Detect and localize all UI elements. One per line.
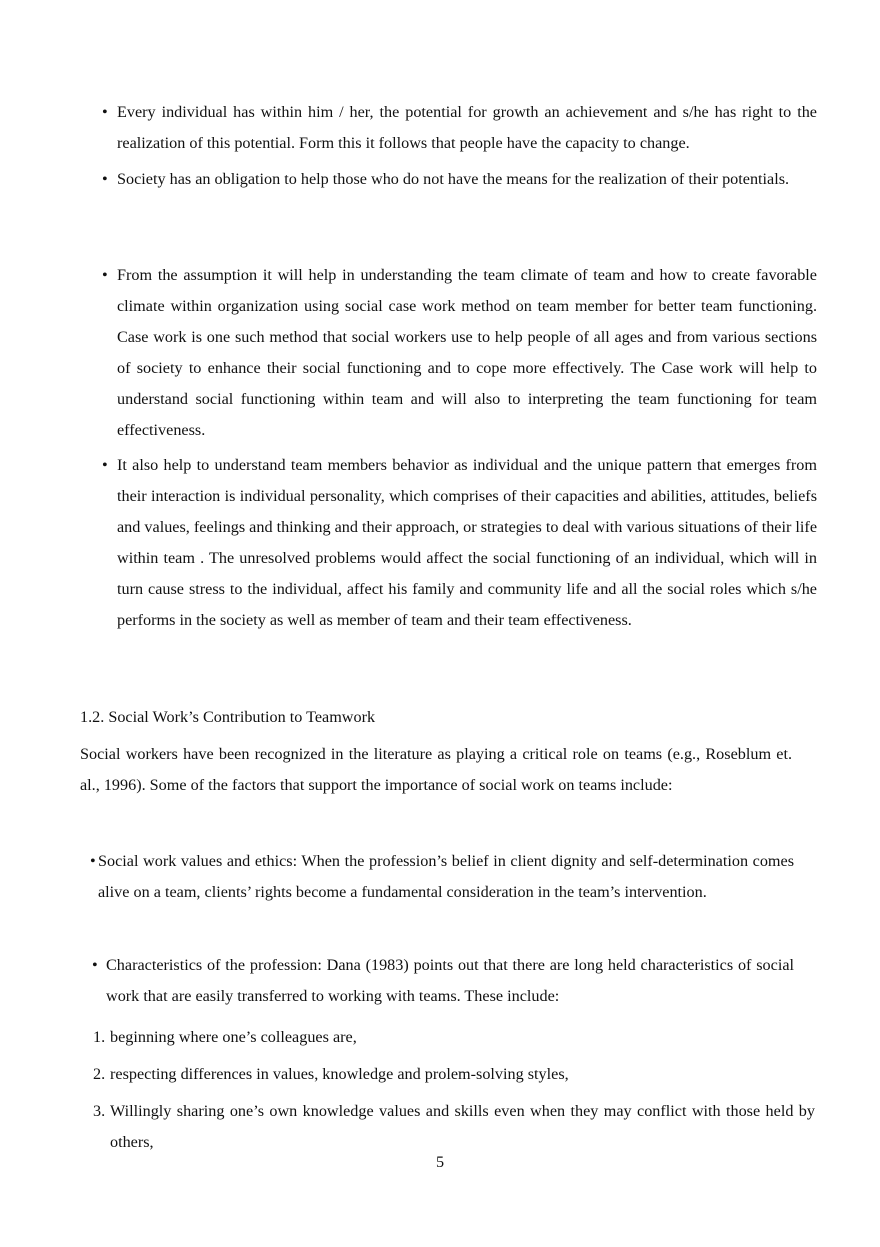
bullet-marker: • [102,170,108,188]
bullet-paragraph-text: Social work values and ethics: When the profession’s belief in client dignity and self-determination comes alive on a team, clients’ rights become a fundamental consideration in the team’s intervention. [98,852,794,901]
page-number: 5 [435,1153,445,1171]
bullet-marker: • [102,456,108,474]
intro-paragraph: Social workers have been recognized in the literature as playing a critical role on teams (e.g., Roseblum et. al., 1996). Some of the factors that support the importance of social work on teams include: [80,745,792,794]
bullet-paragraph-team-behavior: It also help to understand team members behavior as individual and the unique pattern that emerges from their interaction is individual personality, which comprises of their capacities and abilities, attitudes, beliefs and values, feelings and thinking and their approach, or strategies to deal with various situations of their life within team . The unresolved problems would affect the social functioning of an individual, which will in turn cause stress to the individual, affect his family and community life and all the social roles which s/he performs in the society as well as member of team and their team effectiveness. [117,456,817,629]
bullet-paragraph-profession-characteristics: Characteristics of the profession: Dana (1983) points out that there are long held characteristics of social work that are easily transferred to working with teams. These include: [106,956,794,1005]
list-number: 3. [93,1102,106,1120]
numbered-item-respecting-differences: respecting differences in values, knowledge and prolem-solving styles, [110,1065,569,1083]
bullet-marker: • [102,266,108,284]
bullet-marker: • [102,103,108,121]
numbered-item-sharing-knowledge: Willingly sharing one’s own knowledge values and skills even when they may conflict with those held by others, [110,1102,815,1151]
bullet-paragraph-growth-potential: Every individual has within him / her, the potential for growth an achievement and s/he has right to the realization of this potential. Form this it follows that people have the capacity to change. [117,103,817,152]
list-number: 2. [93,1065,106,1083]
bullet-marker: • [90,852,96,870]
numbered-item-colleagues: beginning where one’s colleagues are, [110,1028,357,1046]
section-heading: 1.2. Social Work’s Contribution to Teamwork [80,708,376,726]
bullet-marker: • [92,956,98,974]
list-number: 1. [93,1028,106,1046]
bullet-paragraph-team-climate: From the assumption it will help in understanding the team climate of team and how to create favorable climate within organization using social case work method on team member for better team functioning. Case work is one such method that social workers use to help people of all ages and from various sections of society to enhance their social functioning and to cope more effectively. The Case work will help to understand social functioning within team and will also to interpreting the team functioning for team effectiveness. [117,266,817,439]
bullet-paragraph-values-ethics [98,846,794,908]
bullet-paragraph-society-obligation: Society has an obligation to help those who do not have the means for the realization of their potentials. [117,170,790,188]
